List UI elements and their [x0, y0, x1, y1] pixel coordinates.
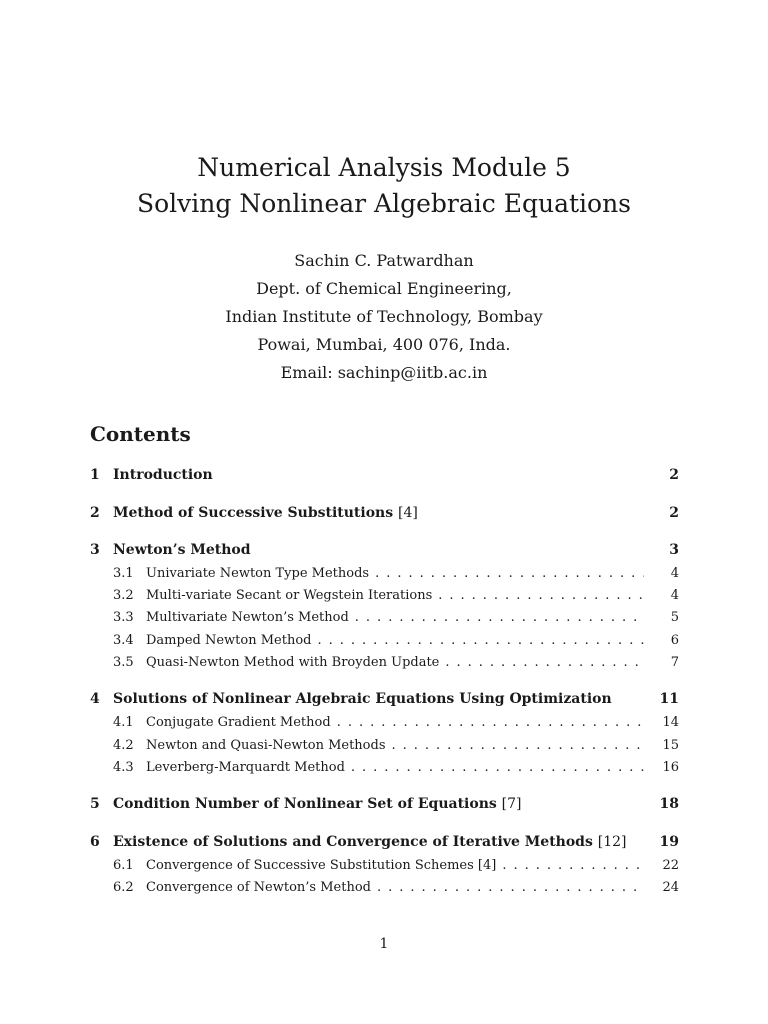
toc-section-title	[113, 691, 612, 707]
toc-subsection-entry	[146, 610, 644, 625]
dot-leader	[317, 633, 644, 648]
toc-subsection-row[interactable]	[0, 711, 768, 733]
toc-subsection-row[interactable]	[0, 651, 768, 673]
toc-section-row[interactable]	[0, 539, 768, 561]
toc-subsection-entry	[146, 858, 644, 873]
title-line-1: Numerical Analysis Module 5	[197, 153, 571, 182]
title-line-2: Solving Nonlinear Algebraic Equations	[137, 189, 631, 218]
toc-section-number: 1	[90, 467, 100, 483]
toc-section-title	[113, 834, 626, 850]
toc-section-title	[113, 796, 521, 812]
toc-section-page: 2	[669, 505, 679, 521]
toc-subsection-number: 3.1	[113, 565, 134, 581]
toc-subsection-title: Quasi-Newton Method with Broyden Update	[146, 654, 440, 670]
toc-subsection-page: 24	[662, 879, 679, 895]
dot-leader	[392, 738, 644, 753]
toc-section-title	[113, 542, 251, 558]
toc-subsection-page: 15	[662, 737, 679, 753]
toc-subsection-row[interactable]	[0, 584, 768, 606]
toc-subsection-title: Conjugate Gradient Method	[146, 714, 331, 730]
toc-section-row[interactable]	[0, 831, 768, 853]
toc-section-number: 3	[90, 542, 100, 558]
toc-section-title-text: Introduction	[113, 467, 213, 483]
toc-citation: [7]	[501, 796, 522, 812]
toc-section-page: 11	[659, 691, 679, 707]
toc-subsection-entry	[146, 633, 644, 648]
toc-subsection-page: 4	[670, 565, 679, 581]
toc-section-title-text: Newton’s Method	[113, 542, 251, 558]
dot-leader	[355, 610, 644, 625]
toc-subsection-entry	[146, 588, 644, 603]
toc-section-title-text: Existence of Solutions and Convergence of Iterative Methods	[113, 834, 593, 850]
toc-section-row[interactable]	[0, 502, 768, 524]
toc-subsection-title: Convergence of Successive Substitution Schemes [4]	[146, 857, 497, 873]
toc-subsection-number: 3.3	[113, 609, 134, 625]
toc-section-number: 4	[90, 691, 100, 707]
toc-subsection-number: 6.2	[113, 879, 134, 895]
toc-subsection-title: Newton and Quasi-Newton Methods	[146, 737, 386, 753]
toc-subsection-number: 3.5	[113, 654, 134, 670]
author-email: Email: sachinp@iitb.ac.in	[280, 363, 488, 382]
author-dept: Dept. of Chemical Engineering,	[256, 279, 512, 298]
toc-section-row[interactable]	[0, 688, 768, 710]
dot-leader	[502, 858, 644, 873]
author-institute: Indian Institute of Technology, Bombay	[225, 307, 543, 326]
contents-heading: Contents	[90, 422, 191, 446]
dot-leader	[351, 760, 644, 775]
toc-subsection-number: 6.1	[113, 857, 134, 873]
toc-section-title-text: Method of Successive Substitutions	[113, 505, 394, 521]
toc-subsection-title: Damped Newton Method	[146, 632, 312, 648]
toc-section-row[interactable]	[0, 793, 768, 815]
toc-section-title	[113, 467, 213, 483]
toc-subsection-page: 6	[670, 632, 679, 648]
toc-subsection-page: 7	[670, 654, 679, 670]
toc-section-title	[113, 505, 418, 521]
toc-subsection-title: Multi-variate Secant or Wegstein Iterations	[146, 587, 433, 603]
toc-subsection-number: 3.2	[113, 587, 134, 603]
toc-subsection-row[interactable]	[0, 562, 768, 584]
author-name: Sachin C. Patwardhan	[294, 251, 474, 270]
dot-leader	[438, 588, 644, 603]
toc-citation: [4]	[397, 505, 418, 521]
author-block	[0, 247, 768, 387]
toc-section-row[interactable]	[0, 464, 768, 486]
toc-subsection-page: 5	[670, 609, 679, 625]
toc-subsection-page: 4	[670, 587, 679, 603]
toc-section-number: 2	[90, 505, 100, 521]
toc-subsection-entry	[146, 566, 644, 581]
toc-section-page: 2	[669, 467, 679, 483]
toc-subsection-row[interactable]	[0, 756, 768, 778]
toc-subsection-number: 4.3	[113, 759, 134, 775]
page-number: 1	[379, 936, 389, 952]
toc-subsection-number: 4.2	[113, 737, 134, 753]
toc-subsection-entry	[146, 760, 644, 775]
toc-subsection-row[interactable]	[0, 606, 768, 628]
toc-subsection-row[interactable]	[0, 629, 768, 651]
toc-section-number: 5	[90, 796, 100, 812]
toc-subsection-entry	[146, 715, 644, 730]
toc-subsection-title: Leverberg-Marquardt Method	[146, 759, 345, 775]
toc-subsection-number: 4.1	[113, 714, 134, 730]
toc-section-title-text: Condition Number of Nonlinear Set of Equations	[113, 796, 497, 812]
toc-subsection-entry	[146, 655, 644, 670]
toc-subsection-page: 16	[662, 759, 679, 775]
dot-leader	[375, 566, 644, 581]
toc-section-page: 18	[659, 796, 679, 812]
toc-subsection-entry	[146, 738, 644, 753]
toc-citation: [12]	[597, 834, 627, 850]
toc-section-page: 3	[669, 542, 679, 558]
toc-section-page: 19	[659, 834, 679, 850]
dot-leader	[337, 715, 644, 730]
toc-subsection-row[interactable]	[0, 734, 768, 756]
toc-subsection-entry	[146, 880, 644, 895]
toc-subsection-row[interactable]	[0, 854, 768, 876]
toc-subsection-title: Univariate Newton Type Methods	[146, 565, 370, 581]
toc-subsection-page: 14	[662, 714, 679, 730]
toc-subsection-number: 3.4	[113, 632, 134, 648]
toc-section-title-text: Solutions of Nonlinear Algebraic Equations Using Optimization	[113, 691, 612, 707]
toc-subsection-page: 22	[662, 857, 679, 873]
toc-subsection-row[interactable]	[0, 876, 768, 898]
toc-section-number: 6	[90, 834, 100, 850]
toc-subsection-title: Multivariate Newton’s Method	[146, 609, 349, 625]
author-address: Powai, Mumbai, 400 076, Inda.	[257, 335, 511, 354]
dot-leader	[445, 655, 644, 670]
dot-leader	[377, 880, 644, 895]
title-block	[0, 150, 768, 222]
toc-subsection-title: Convergence of Newton’s Method	[146, 879, 371, 895]
